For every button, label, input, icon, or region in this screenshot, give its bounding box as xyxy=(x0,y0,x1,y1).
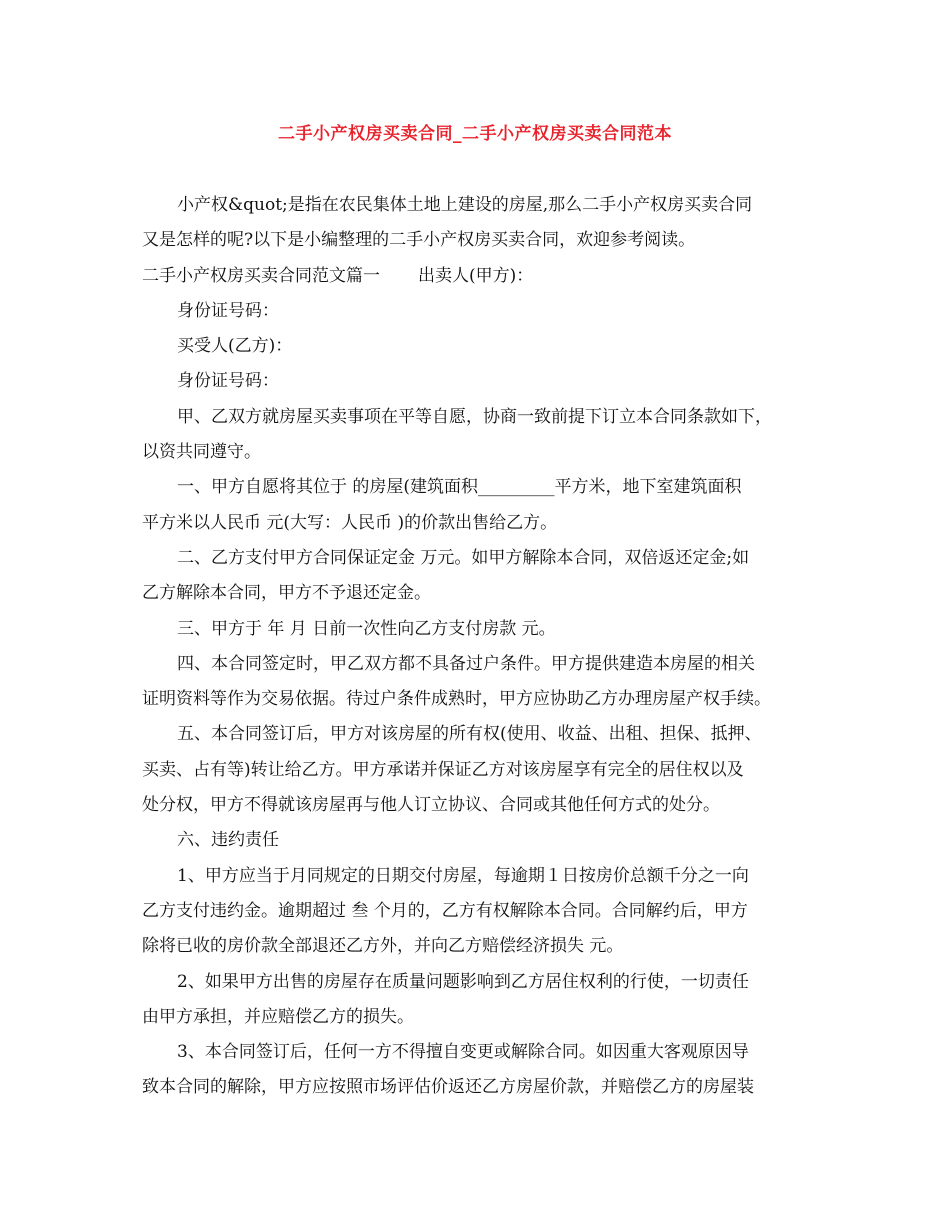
paragraph-line: 平方米以人民币 元(大写：人民币 )的价款出售给乙方。 xyxy=(142,512,558,533)
paragraph-line: 甲、乙双方就房屋买卖事项在平等自愿，协商一致前提下订立本合同条款如下， xyxy=(177,406,772,427)
paragraph-line xyxy=(142,259,822,294)
paragraph-line: 乙方解除本合同，甲方不予退还定金。 xyxy=(142,583,431,604)
paragraph-line: 处分权，甲方不得就该房屋再与他人订立协议、合同或其他任何方式的处分。 xyxy=(142,795,720,816)
paragraph-line: 3、本合同签订后，任何一方不得擅自变更或解除合同。如因重大客观原因导 xyxy=(177,1042,749,1063)
paragraph-line: 一、甲方自愿将其位于 的房屋(建筑面积_________平方米，地下室建筑面积 xyxy=(177,477,742,498)
paragraph-line: 除将已收的房价款全部退还乙方外，并向乙方赔偿经济损失 元。 xyxy=(142,936,624,957)
paragraph-line: 致本合同的解除，甲方应按照市场评估价返还乙方房屋价款，并赔偿乙方的房屋装 xyxy=(142,1077,754,1098)
paragraph-line: 小产权&quot;是指在农民集体土地上建设的房屋,那么二手小产权房买卖合同 xyxy=(177,195,753,215)
paragraph-line: 乙方支付违约金。逾期超过 叁 个月的，乙方有权解除本合同。合同解约后，甲方 xyxy=(142,900,748,921)
paragraph-line: 证明资料等作为交易依据。待过户条件成熟时，甲方应协助乙方办理房屋产权手续。 xyxy=(142,689,771,710)
paragraph-line: 2、如果甲方出售的房屋存在质量问题影响到乙方居住权利的行使，一切责任 xyxy=(177,971,749,992)
document-body xyxy=(142,188,822,1106)
paragraph-line: 1、甲方应当于月同规定的日期交付房屋，每逾期１日按房价总额千分之一向 xyxy=(177,865,749,886)
paragraph-line: 又是怎样的呢?以下是小编整理的二手小产权房买卖合同，欢迎参考阅读。 xyxy=(142,230,696,251)
paragraph-line: 二、乙方支付甲方合同保证定金 万元。如甲方解除本合同，双倍返还定金;如 xyxy=(177,547,750,568)
paragraph-line: 五、本合同签订后，甲方对该房屋的所有权(使用、收益、出租、担保、抵押、 xyxy=(177,724,762,745)
paragraph-line: 由甲方承担，并应赔偿乙方的损失。 xyxy=(142,1006,414,1027)
paragraph-line: 身份证号码： xyxy=(177,371,279,392)
paragraph-line: 买受人(乙方)： xyxy=(177,336,293,357)
paragraph-line: 四、本合同签定时，甲乙双方都不具备过户条件。甲方提供建造本房屋的相关 xyxy=(177,653,755,674)
document-title: 二手小产权房买卖合同_二手小产权房买卖合同范本 xyxy=(278,124,672,144)
paragraph-line: 三、甲方于 年 月 日前一次性向乙方支付房款 元。 xyxy=(177,618,556,639)
paragraph-line: 身份证号码： xyxy=(177,300,279,321)
paragraph-line: 六、违约责任 xyxy=(177,830,279,851)
seller-label: 出卖人(甲方)： xyxy=(418,265,534,286)
paragraph-line: 以资共同遵守。 xyxy=(142,442,261,463)
section-heading: 二手小产权房买卖合同范文篇一 xyxy=(142,265,380,286)
paragraph-line: 买卖、占有等)转让给乙方。甲方承诺并保证乙方对该房屋享有完全的居住权以及 xyxy=(142,759,744,780)
